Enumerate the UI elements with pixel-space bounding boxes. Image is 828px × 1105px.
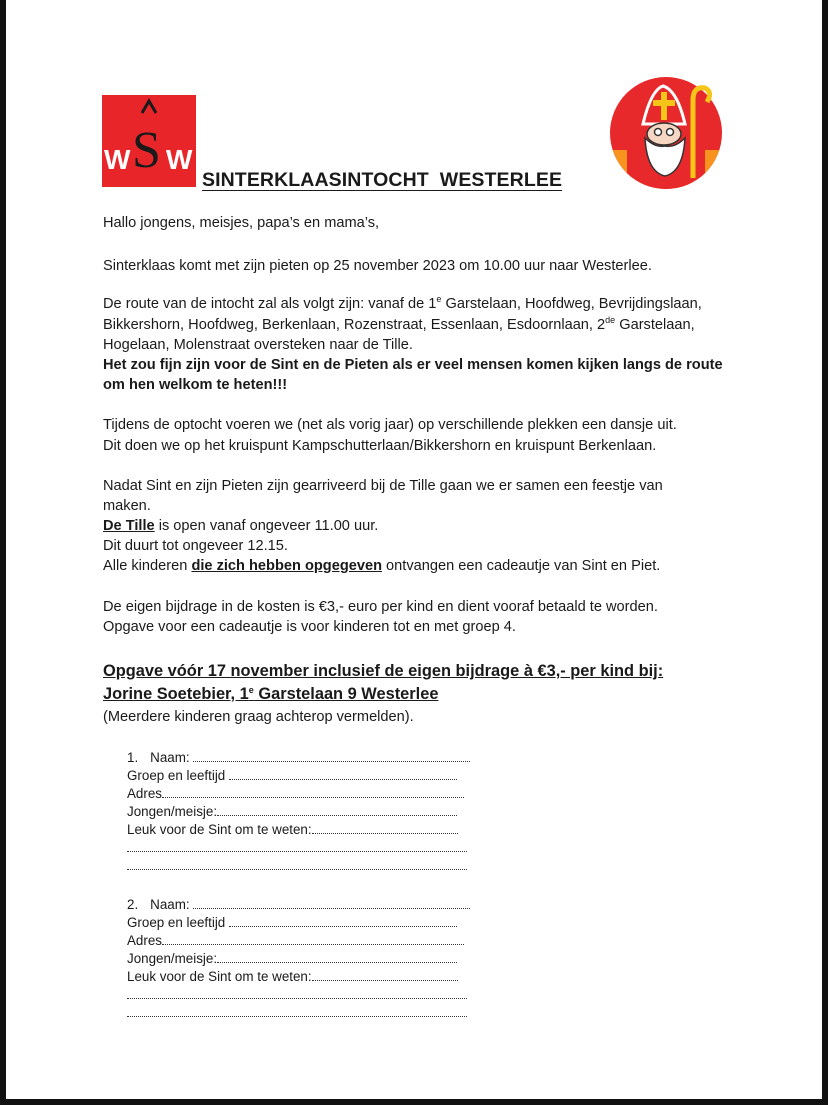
signup-heading: Opgave vóór 17 november inclusief de eigen bijdrage à €3,- per kind bij: bbox=[103, 662, 664, 680]
dance-line-2: Dit doen we op het kruispunt Kampschutterlaan/Bikkershorn en kruispunt Berkenlaan. bbox=[103, 438, 657, 454]
cost-line-1: De eigen bijdrage in de kosten is €3,- euro per kind en dient vooraf betaald te worden. bbox=[103, 599, 658, 615]
form2-extra-line-1[interactable] bbox=[127, 986, 467, 1003]
tille-line: De Tille is open vanaf ongeveer 11.00 uur. bbox=[103, 518, 379, 534]
form2-geslacht[interactable]: Jongen/meisje: bbox=[127, 950, 457, 967]
party-line-2: maken. bbox=[103, 498, 151, 514]
sinterklaas-logo bbox=[609, 76, 723, 190]
arrival-text: Sinterklaas komt met zijn pieten op 25 november 2023 om 10.00 uur naar Westerlee. bbox=[103, 258, 652, 274]
form1-extra-line-1[interactable] bbox=[127, 839, 467, 856]
form2-extra-line-2[interactable] bbox=[127, 1004, 467, 1021]
svg-text:W: W bbox=[104, 144, 131, 175]
form1-adres[interactable]: Adres bbox=[127, 785, 464, 802]
route-line-1: De route van de intocht zal als volgt zijn: vanaf de 1e Garstelaan, Hoofdweg, Bevrijdingslaan, bbox=[103, 294, 702, 312]
greeting-text: Hallo jongens, meisjes, papa’s en mama’s, bbox=[103, 215, 380, 231]
kids-line: Alle kinderen die zich hebben opgegeven ontvangen een cadeautje van Sint en Piet. bbox=[103, 558, 661, 574]
tille-link[interactable]: De Tille bbox=[103, 518, 155, 534]
party-line-1: Nadat Sint en zijn Pieten zijn gearriveerd bij de Tille gaan we er samen een feestje van bbox=[103, 478, 663, 494]
route-line-3: Hogelaan, Molenstraat oversteken naar de Tille. bbox=[103, 337, 413, 353]
form2-groep[interactable]: Groep en leeftijd bbox=[127, 914, 457, 931]
form2-naam[interactable]: 2. Naam: bbox=[127, 896, 470, 913]
welcome-line-2: om hen welkom te heten!!! bbox=[103, 377, 288, 393]
left-frame-edge bbox=[0, 0, 6, 1105]
form1-groep[interactable]: Groep en leeftijd bbox=[127, 767, 457, 784]
svg-text:W: W bbox=[166, 144, 193, 175]
form2-adres[interactable]: Adres bbox=[127, 932, 464, 949]
form1-extra-line-2[interactable] bbox=[127, 857, 467, 874]
duration-line: Dit duurt tot ongeveer 12.15. bbox=[103, 538, 288, 554]
cost-line-2: Opgave voor een cadeautje is voor kinderen tot en met groep 4. bbox=[103, 619, 516, 635]
signup-note: (Meerdere kinderen graag achterop vermelden). bbox=[103, 709, 414, 725]
svg-text:S: S bbox=[132, 122, 161, 179]
dance-line-1: Tijdens de optocht voeren we (net als vorig jaar) op verschillende plekken een dansje uit. bbox=[103, 417, 677, 433]
signed-up-link[interactable]: die zich hebben opgegeven bbox=[191, 558, 382, 574]
form2-leuk[interactable]: Leuk voor de Sint om te weten: bbox=[127, 968, 458, 985]
page-title: SINTERKLAASINTOCHT WESTERLEE bbox=[202, 169, 563, 191]
wsw-logo bbox=[102, 95, 196, 187]
form1-leuk[interactable]: Leuk voor de Sint om te weten: bbox=[127, 821, 458, 838]
form1-geslacht[interactable]: Jongen/meisje: bbox=[127, 803, 457, 820]
right-frame-edge bbox=[822, 0, 828, 1105]
welcome-line-1: Het zou fijn zijn voor de Sint en de Pieten als er veel mensen komen kijken langs de route bbox=[103, 357, 723, 373]
bottom-frame-edge bbox=[0, 1099, 828, 1105]
route-line-2: Bikkershorn, Hoofdweg, Berkenlaan, Rozenstraat, Essenlaan, Esdoornlaan, 2de Garstelaan, bbox=[103, 315, 695, 333]
signup-address: Jorine Soetebier, 1e Garstelaan 9 Westerlee bbox=[103, 685, 439, 703]
form1-naam[interactable]: 1. Naam: bbox=[127, 749, 470, 766]
